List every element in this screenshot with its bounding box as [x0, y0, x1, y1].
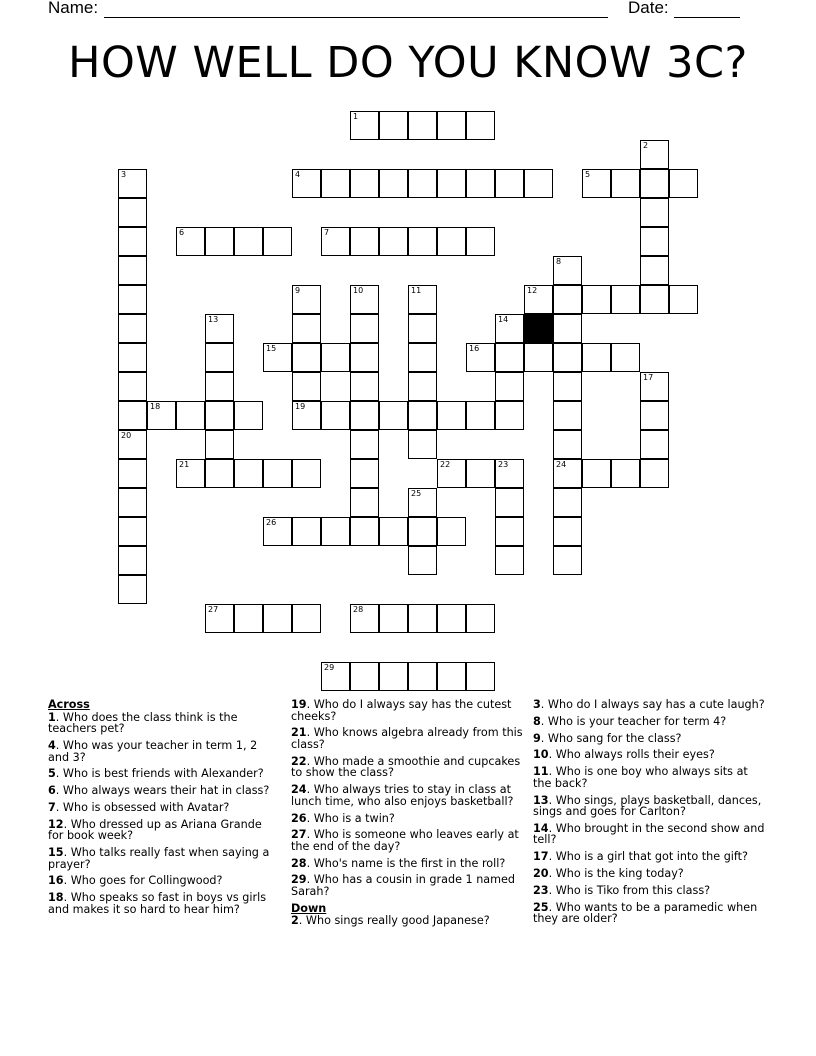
- clue-item: 3. Who do I always say has a cute laugh?: [533, 698, 765, 711]
- clues-column-1: [48, 699, 280, 921]
- clue-item: 15. Who talks really fast when saying a prayer?: [48, 846, 270, 871]
- grid-cell[interactable]: [611, 343, 640, 372]
- clue-text: Who is your teacher for term 4?: [547, 714, 727, 728]
- grid-cell[interactable]: [611, 169, 640, 198]
- grid-cell[interactable]: [466, 459, 495, 488]
- clue-text: Who always wears their hat in class?: [62, 784, 270, 798]
- down-heading: Down: [291, 901, 327, 915]
- clue-number: 22: [440, 460, 451, 469]
- clue-num: 1: [48, 710, 56, 724]
- grid-cell[interactable]: [176, 401, 205, 430]
- clue-item: 11. Who is one boy who always sits at the back?: [533, 765, 748, 790]
- grid-cell[interactable]: [379, 517, 408, 546]
- grid-cell[interactable]: [408, 517, 437, 546]
- clue-num: 10: [533, 748, 549, 762]
- clue-text: Who talks really fast when saying a prayer?: [48, 846, 270, 871]
- grid-cell[interactable]: [176, 227, 205, 256]
- clue-item: 10. Who always rolls their eyes?: [533, 748, 715, 762]
- grid-cell[interactable]: [205, 227, 234, 256]
- clue-num: 18: [48, 891, 64, 905]
- clue-text: Who is one boy who always sits at the back?: [533, 765, 748, 790]
- grid-cell[interactable]: [292, 372, 321, 401]
- clue-item: 18. Who speaks so fast in boys vs girls and makes it so hard to hear him?: [48, 891, 267, 916]
- grid-cell[interactable]: [292, 343, 321, 372]
- clue-number: 23: [498, 460, 509, 469]
- clue-num: 14: [533, 821, 549, 835]
- clue-text: Who speaks so fast in boys vs girls and makes it so hard to hear him?: [48, 891, 267, 916]
- grid-cell[interactable]: [379, 227, 408, 256]
- clue-num: 2: [291, 914, 299, 928]
- grid-cell[interactable]: [205, 314, 234, 343]
- grid-cell[interactable]: [118, 198, 147, 227]
- grid-cell[interactable]: [118, 546, 147, 575]
- grid-cell[interactable]: [408, 488, 437, 517]
- grid-cell[interactable]: [640, 198, 669, 227]
- grid-cell[interactable]: [408, 314, 437, 343]
- clue-item: 6. Who always wears their hat in class?: [48, 784, 270, 798]
- grid-cell[interactable]: [466, 401, 495, 430]
- grid-cell[interactable]: [350, 372, 379, 401]
- clue-number: 5: [585, 170, 591, 179]
- page-title: HOW WELL DO YOU KNOW 3C?: [68, 38, 748, 88]
- clue-number: 17: [643, 373, 654, 382]
- grid-cell[interactable]: [205, 459, 234, 488]
- grid-cell[interactable]: [350, 111, 379, 140]
- clue-num: 25: [533, 900, 549, 914]
- clue-number: 8: [556, 257, 562, 266]
- grid-cell[interactable]: [292, 604, 321, 633]
- name-label: Name:: [48, 0, 99, 17]
- clue-text: Who knows algebra already from this class?: [291, 726, 523, 751]
- clue-num: 13: [533, 793, 549, 807]
- clue-item: 17. Who is a girl that got into the gift?: [533, 850, 748, 864]
- grid-cell[interactable]: [553, 401, 582, 430]
- grid-cell[interactable]: [205, 343, 234, 372]
- grid-cell[interactable]: [263, 459, 292, 488]
- grid-cell[interactable]: [437, 111, 466, 140]
- clue-text: Who is obsessed with Avatar?: [62, 800, 230, 814]
- clue-number: 2: [643, 141, 649, 150]
- clue-text: Who always tries to stay in class at lunch time, who also enjoys basketball?: [291, 783, 514, 808]
- clue-num: 22: [291, 754, 307, 768]
- clue-number: 19: [295, 402, 306, 411]
- clue-num: 5: [48, 767, 56, 781]
- clue-text: Who is a girl that got into the gift?: [555, 850, 748, 864]
- grid-cell[interactable]: [350, 343, 379, 372]
- clue-item: 29. Who has a cousin in grade 1 named Sarah?: [291, 873, 516, 899]
- grid-cell[interactable]: [611, 285, 640, 314]
- clue-text: Who sings, plays basketball, dances, sings and goes for Carlton?: [533, 793, 762, 819]
- grid-cell[interactable]: [118, 169, 147, 198]
- clue-num: 20: [533, 867, 549, 881]
- grid-cell[interactable]: [379, 604, 408, 633]
- clue-num: 23: [533, 883, 549, 897]
- clue-number: 12: [527, 286, 538, 295]
- clue-item: 26. Who is a twin?: [291, 811, 395, 825]
- clue-item: 19. Who do I always say has the cutest cheeks?: [291, 698, 512, 723]
- grid-cell[interactable]: [147, 401, 176, 430]
- clue-number: 15: [266, 344, 277, 353]
- grid-cell[interactable]: [408, 546, 437, 575]
- grid-cell[interactable]: [263, 517, 292, 546]
- clue-item: 22. Who made a smoothie and cupcakes to show the class?: [291, 754, 521, 780]
- clue-text: Who dressed up as Ariana Grande for book week?: [48, 817, 262, 843]
- clue-item: 5. Who is best friends with Alexander?: [48, 767, 264, 781]
- grid-cell[interactable]: [379, 111, 408, 140]
- clue-text: Who sings really good Japanese?: [305, 914, 490, 928]
- clue-num: 11: [533, 765, 549, 779]
- clue-item: 4. Who was your teacher in term 1, 2 and 3?: [48, 738, 258, 764]
- clue-num: 9: [533, 731, 541, 745]
- grid-cell[interactable]: [118, 227, 147, 256]
- grid-cell[interactable]: [234, 459, 263, 488]
- grid-cell[interactable]: [379, 401, 408, 430]
- grid-cell[interactable]: [118, 488, 147, 517]
- grid-cell[interactable]: [350, 401, 379, 430]
- clue-num: 15: [48, 846, 64, 860]
- clue-item: 27. Who is someone who leaves early at the end of the day?: [291, 828, 519, 853]
- clue-text: Who is someone who leaves early at the end of the day?: [291, 828, 519, 853]
- clue-number: 27: [208, 605, 219, 614]
- grid-cell[interactable]: [292, 401, 321, 430]
- grid-cell[interactable]: [118, 430, 147, 459]
- clue-text: Who brought in the second show and tell?: [533, 821, 765, 847]
- grid-cell[interactable]: [669, 169, 698, 198]
- clue-number: 6: [179, 228, 185, 237]
- grid-cell[interactable]: [553, 459, 582, 488]
- grid-cell[interactable]: [640, 140, 669, 169]
- grid-cell[interactable]: [350, 662, 379, 691]
- grid-cell[interactable]: [553, 546, 582, 575]
- grid-cell[interactable]: [321, 169, 350, 198]
- clue-num: 17: [533, 850, 549, 864]
- clue-item: 13. Who sings, plays basketball, dances, sings and goes for Carlton?: [533, 793, 762, 819]
- clue-number: 20: [121, 431, 132, 440]
- grid-cell[interactable]: [466, 662, 495, 691]
- grid-cell[interactable]: [321, 517, 350, 546]
- clue-item: 23. Who is Tiko from this class?: [533, 883, 711, 897]
- clue-item: 20. Who is the king today?: [533, 867, 684, 881]
- grid-cell[interactable]: [640, 372, 669, 401]
- grid-cell[interactable]: [640, 459, 669, 488]
- grid-cell[interactable]: [408, 169, 437, 198]
- grid-cell[interactable]: [553, 285, 582, 314]
- grid-cell[interactable]: [292, 285, 321, 314]
- grid-cell[interactable]: [408, 343, 437, 372]
- grid-cell[interactable]: [350, 227, 379, 256]
- grid-cell[interactable]: [118, 256, 147, 285]
- clue-number: 10: [353, 286, 364, 295]
- grid-cell[interactable]: [669, 285, 698, 314]
- clue-item: 1. Who does the class think is the teachers pet?: [48, 710, 238, 736]
- clue-number: 29: [324, 663, 335, 672]
- clue-text: Who was your teacher in term 1, 2 and 3?: [48, 738, 258, 764]
- grid-cell[interactable]: [495, 401, 524, 430]
- clue-text: Who is Tiko from this class?: [555, 883, 711, 897]
- clue-number: 11: [411, 286, 422, 295]
- clue-number: 16: [469, 344, 480, 353]
- grid-cell[interactable]: [408, 111, 437, 140]
- clue-item: 24. Who always tries to stay in class at lunch time, who also enjoys basketball?: [291, 783, 514, 808]
- clue-item: 9. Who sang for the class?: [533, 731, 682, 745]
- grid-cell[interactable]: [437, 459, 466, 488]
- clue-num: 19: [291, 698, 307, 711]
- grid-cell[interactable]: [495, 169, 524, 198]
- grid-cell[interactable]: [495, 314, 524, 343]
- grid-cell[interactable]: [640, 169, 669, 198]
- grid-cell[interactable]: [495, 372, 524, 401]
- grid-cell[interactable]: [553, 343, 582, 372]
- grid-cell[interactable]: [350, 430, 379, 459]
- clue-num: 6: [48, 784, 56, 798]
- grid-cell[interactable]: [524, 285, 553, 314]
- grid-cell[interactable]: [118, 575, 147, 604]
- clue-number: 24: [556, 460, 567, 469]
- clue-item: 8. Who is your teacher for term 4?: [533, 714, 727, 728]
- grid-cell[interactable]: [640, 285, 669, 314]
- grid-cell[interactable]: [321, 662, 350, 691]
- grid-cell[interactable]: [234, 604, 263, 633]
- clue-item: 2. Who sings really good Japanese?: [291, 914, 490, 928]
- clue-item: 28. Who's name is the first in the roll?: [291, 856, 506, 870]
- grid-cell[interactable]: [205, 604, 234, 633]
- clue-number: 7: [324, 228, 330, 237]
- grid-cell[interactable]: [466, 227, 495, 256]
- grid-cell[interactable]: [466, 343, 495, 372]
- grid-cell[interactable]: [350, 517, 379, 546]
- grid-cell[interactable]: [640, 227, 669, 256]
- clue-text: Who goes for Collingwood?: [70, 874, 223, 888]
- clue-item: 16. Who goes for Collingwood?: [48, 874, 223, 888]
- grid-cell[interactable]: [118, 343, 147, 372]
- grid-cell[interactable]: [118, 517, 147, 546]
- grid-cell[interactable]: [495, 488, 524, 517]
- clue-text: Who always rolls their eyes?: [555, 748, 715, 762]
- grid-cell[interactable]: [553, 517, 582, 546]
- grid-cell[interactable]: [640, 256, 669, 285]
- clue-number: 26: [266, 518, 277, 527]
- grid-cell[interactable]: [408, 430, 437, 459]
- clue-number: 14: [498, 315, 509, 324]
- clues-column-3: [533, 699, 765, 930]
- grid-cell[interactable]: [437, 604, 466, 633]
- grid-cell[interactable]: [495, 546, 524, 575]
- grid-cell[interactable]: [292, 314, 321, 343]
- grid-cell[interactable]: [524, 343, 553, 372]
- grid-cell[interactable]: [205, 372, 234, 401]
- clue-text: Who made a smoothie and cupcakes to show the class?: [291, 754, 521, 780]
- grid-cell[interactable]: [437, 169, 466, 198]
- grid-cell[interactable]: [350, 314, 379, 343]
- grid-cell[interactable]: [408, 604, 437, 633]
- grid-cell[interactable]: [582, 169, 611, 198]
- grid-cell[interactable]: [582, 343, 611, 372]
- clue-text: Who is the king today?: [555, 867, 684, 881]
- clue-item: 7. Who is obsessed with Avatar?: [48, 800, 230, 814]
- grid-cell[interactable]: [553, 372, 582, 401]
- grid-cell[interactable]: [118, 314, 147, 343]
- grid-cell[interactable]: [553, 430, 582, 459]
- grid-cell[interactable]: [292, 459, 321, 488]
- grid-cell[interactable]: [234, 401, 263, 430]
- clue-number: 25: [411, 489, 422, 498]
- grid-cell[interactable]: [350, 488, 379, 517]
- clue-num: 3: [533, 698, 541, 711]
- clue-text: Who do I always say has a cute laugh?: [547, 698, 765, 711]
- grid-cell[interactable]: [379, 662, 408, 691]
- grid-cell[interactable]: [379, 169, 408, 198]
- grid-cell[interactable]: [582, 459, 611, 488]
- clue-number: 28: [353, 605, 364, 614]
- grid-cell[interactable]: [640, 430, 669, 459]
- grid-cell[interactable]: [234, 227, 263, 256]
- clue-number: 9: [295, 286, 301, 295]
- grid-cell[interactable]: [437, 662, 466, 691]
- across-heading: Across: [48, 698, 90, 711]
- clue-number: 1: [353, 112, 359, 121]
- clue-num: 28: [291, 856, 307, 870]
- clue-text: Who is a twin?: [313, 811, 395, 825]
- grid-cell[interactable]: [408, 401, 437, 430]
- grid-cell[interactable]: [408, 662, 437, 691]
- clue-text: Who do I always say has the cutest cheeks?: [291, 698, 512, 723]
- grid-cell[interactable]: [466, 111, 495, 140]
- clue-num: 16: [48, 874, 64, 888]
- grid-cell[interactable]: [408, 372, 437, 401]
- grid-cell[interactable]: [495, 517, 524, 546]
- grid-cell[interactable]: [263, 604, 292, 633]
- clue-text: Who is best friends with Alexander?: [62, 767, 264, 781]
- grid-cell[interactable]: [292, 169, 321, 198]
- grid-cell[interactable]: [350, 459, 379, 488]
- grid-cell[interactable]: [553, 256, 582, 285]
- grid-cell[interactable]: [582, 285, 611, 314]
- grid-cell[interactable]: [118, 285, 147, 314]
- clue-number: 13: [208, 315, 219, 324]
- grid-cell[interactable]: [118, 401, 147, 430]
- grid-cell[interactable]: [263, 343, 292, 372]
- clue-text: Who does the class think is the teachers pet?: [48, 710, 238, 736]
- clue-number: 21: [179, 460, 190, 469]
- grid-cell[interactable]: [350, 285, 379, 314]
- grid-cell[interactable]: [640, 401, 669, 430]
- clue-number: 4: [295, 170, 301, 179]
- clue-item: 21. Who knows algebra already from this class?: [291, 726, 523, 751]
- date-label: Date:: [628, 0, 669, 17]
- grid-cell[interactable]: [350, 169, 379, 198]
- grid-cell[interactable]: [321, 343, 350, 372]
- clue-number: 18: [150, 402, 161, 411]
- clue-num: 26: [291, 811, 307, 825]
- grid-cell[interactable]: [205, 430, 234, 459]
- clue-num: 12: [48, 817, 64, 831]
- grid-cell[interactable]: [437, 401, 466, 430]
- grid-cell[interactable]: [321, 401, 350, 430]
- clues-column-2: [291, 699, 523, 932]
- clue-num: 21: [291, 726, 307, 740]
- clue-num: 29: [291, 873, 307, 887]
- grid-cell[interactable]: [350, 604, 379, 633]
- grid-cell[interactable]: [466, 604, 495, 633]
- grid-cell[interactable]: [118, 372, 147, 401]
- black-cell: [524, 314, 553, 343]
- clue-num: 4: [48, 738, 56, 752]
- grid-cell[interactable]: [524, 169, 553, 198]
- grid-cell[interactable]: [437, 517, 466, 546]
- grid-cell[interactable]: [205, 401, 234, 430]
- grid-cell[interactable]: [611, 459, 640, 488]
- clue-num: 27: [291, 828, 307, 842]
- grid-cell[interactable]: [553, 488, 582, 517]
- grid-cell[interactable]: [263, 227, 292, 256]
- clue-text: Who's name is the first in the roll?: [313, 856, 506, 870]
- clue-number: 3: [121, 170, 127, 179]
- clue-num: 24: [291, 783, 307, 797]
- grid-cell[interactable]: [118, 459, 147, 488]
- clue-num: 8: [533, 714, 541, 728]
- grid-cell[interactable]: [495, 459, 524, 488]
- clue-text: Who has a cousin in grade 1 named Sarah?: [291, 873, 516, 899]
- clue-item: 12. Who dressed up as Ariana Grande for book week?: [48, 817, 262, 843]
- grid-cell[interactable]: [292, 517, 321, 546]
- clue-num: 7: [48, 800, 56, 814]
- grid-cell[interactable]: [553, 314, 582, 343]
- clue-item: 25. Who wants to be a paramedic when they are older?: [533, 900, 758, 926]
- grid-cell[interactable]: [437, 227, 466, 256]
- grid-cell[interactable]: [408, 285, 437, 314]
- clue-text: Who wants to be a paramedic when they are older?: [533, 900, 758, 926]
- grid-cell[interactable]: [321, 227, 350, 256]
- grid-cell[interactable]: [176, 459, 205, 488]
- grid-cell[interactable]: [408, 227, 437, 256]
- grid-cell[interactable]: [466, 169, 495, 198]
- clue-text: Who sang for the class?: [547, 731, 682, 745]
- clue-item: 14. Who brought in the second show and tell?: [533, 821, 765, 847]
- grid-cell[interactable]: [495, 343, 524, 372]
